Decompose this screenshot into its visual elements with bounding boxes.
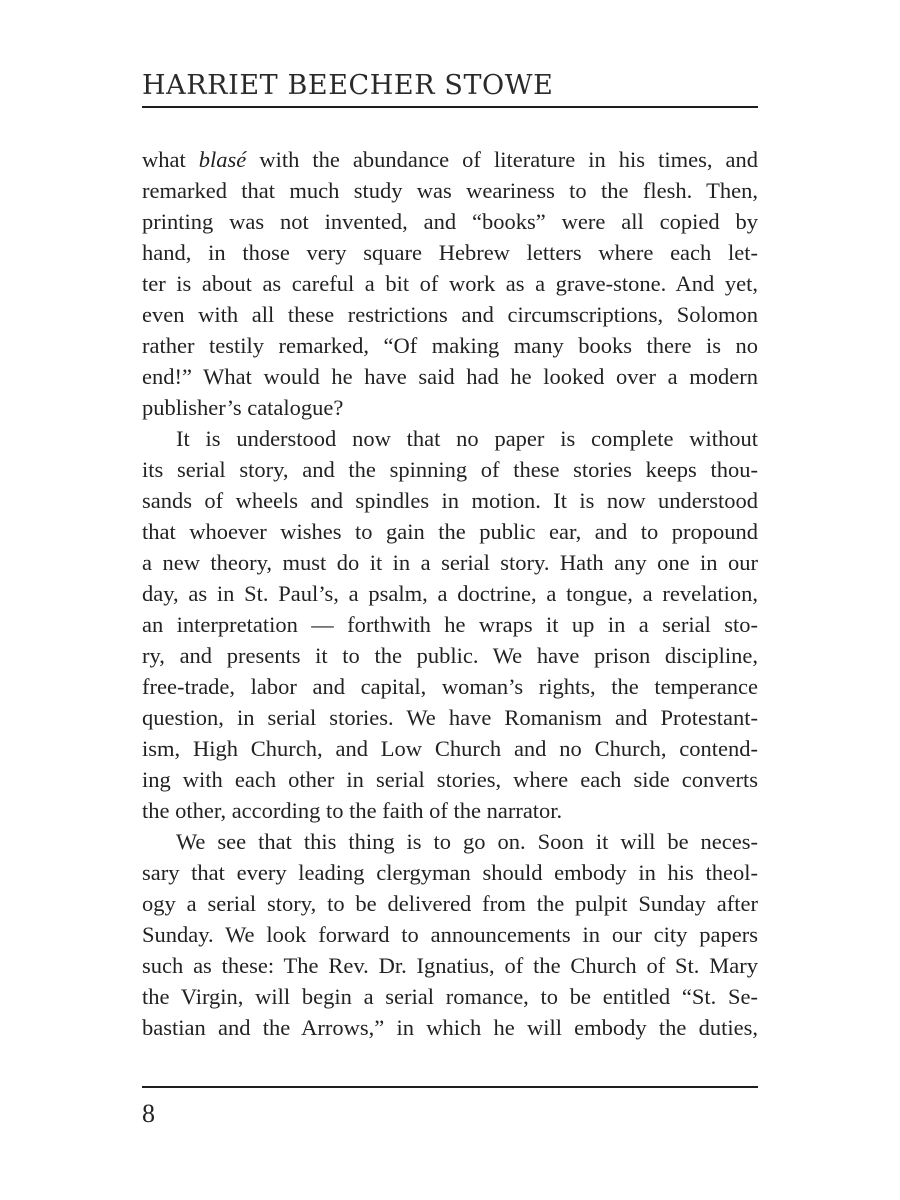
text-line-2-9: free-trade, labor and capital, woman’s rights, the temperance [142,674,758,699]
paragraph-1 [142,144,758,423]
running-header: HARRIET BEECHER STOWE [142,70,554,101]
text-line-3-6: the Virgin, will begin a serial romance, to be entitled “St. Se- [142,984,758,1009]
text-line-1-4: hand, in those very square Hebrew letters where each let- [142,240,758,265]
text-line-2-11: ism, High Church, and Low Church and no Church, contend- [142,736,758,761]
paragraph-3 [142,826,758,1043]
footer-rule [142,1086,758,1088]
text-line-1-6: even with all these restrictions and circumscriptions, Solomon [142,302,758,327]
text-line-2-3: sands of wheels and spindles in motion. It is now understood [142,488,758,513]
text-line-2-2: its serial story, and the spinning of these stories keeps thou- [142,457,758,482]
text-line-1-9: publisher’s catalogue? [142,395,344,420]
text-line-3-3: ogy a serial story, to be delivered from the pulpit Sunday after [142,891,758,916]
text-line-3-7: bastian and the Arrows,” in which he will embody the duties, [142,1015,758,1040]
text-line-3-5: such as these: The Rev. Dr. Ignatius, of the Church of St. Mary [142,953,758,978]
text-line-2-13: the other, according to the faith of the narrator. [142,798,563,823]
italic-word: blasé [198,147,247,172]
text-line-1-1: what blasé with the abundance of literature in his times, and [142,147,758,172]
paragraph-2 [142,423,758,826]
body-text [142,144,758,1043]
text-line-1-2: remarked that much study was weariness to the flesh. Then, [142,178,758,203]
text-line-2-4: that whoever wishes to gain the public ear, and to propound [142,519,758,544]
header-rule [142,106,758,108]
text-line-2-6: day, as in St. Paul’s, a psalm, a doctrine, a tongue, a revelation, [142,581,758,606]
text-line-2-7: an interpretation — forthwith he wraps it up in a serial sto- [142,612,758,637]
text-line-2-8: ry, and presents it to the public. We have prison discipline, [142,643,758,668]
text-line-1-3: printing was not invented, and “books” were all copied by [142,209,758,234]
text-line-3-2: sary that every leading clergyman should embody in his theol- [142,860,758,885]
text-line-2-5: a new theory, must do it in a serial story. Hath any one in our [142,550,758,575]
text-line-2-1: It is understood now that no paper is complete without [176,426,758,451]
text-line-2-12: ing with each other in serial stories, where each side converts [142,767,758,792]
text-line-2-10: question, in serial stories. We have Romanism and Protestant- [142,705,758,730]
text-line-3-4: Sunday. We look forward to announcements in our city papers [142,922,758,947]
text-line-3-1: We see that this thing is to go on. Soon it will be neces- [176,829,758,854]
page-number: 8 [142,1099,155,1128]
text-line-1-7: rather testily remarked, “Of making many books there is no [142,333,758,358]
text-line-1-5: ter is about as careful a bit of work as a grave-stone. And yet, [142,271,758,296]
text-line-1-8: end!” What would he have said had he looked over a modern [142,364,758,389]
